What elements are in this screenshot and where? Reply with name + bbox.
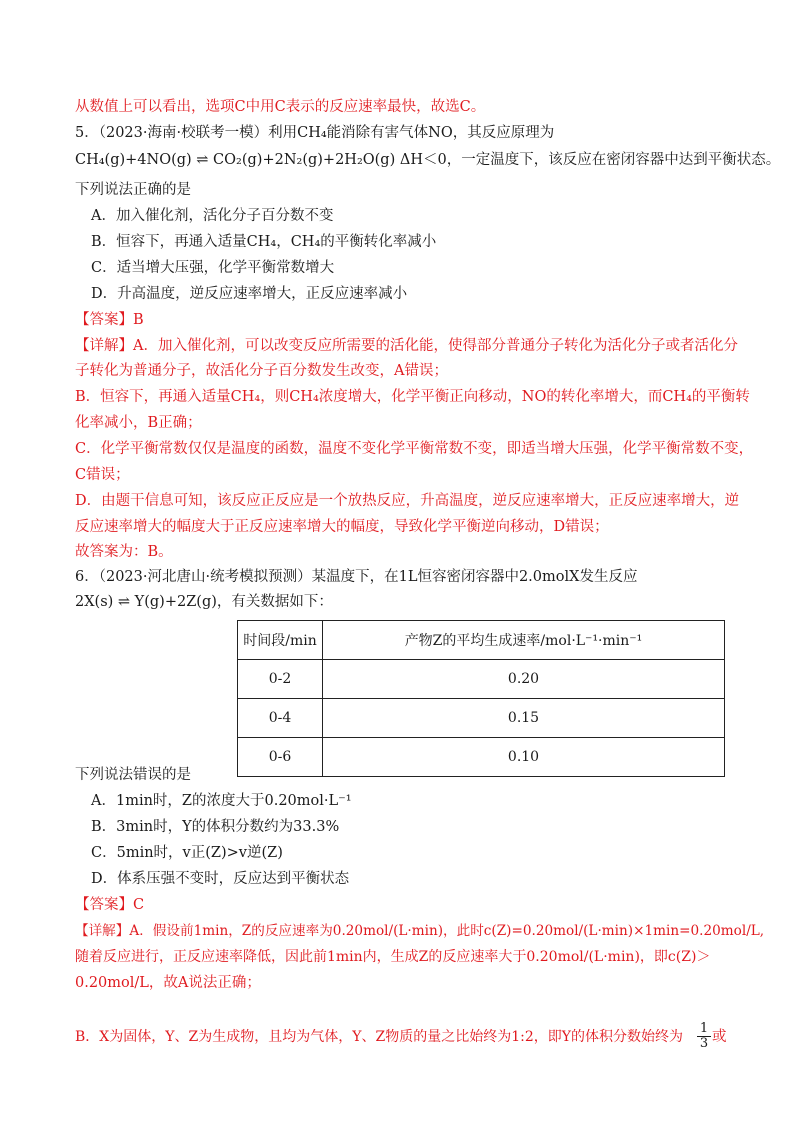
q6-option-b: B．3min时，Y的体积分数约为33.3%	[91, 819, 340, 835]
q5-option-c: C．适当增大压强，化学平衡常数增大	[91, 260, 335, 276]
q6-option-d: D．体系压强不变时，反应达到平衡状态	[91, 871, 350, 887]
table-cell: 0-2	[238, 660, 323, 699]
table-header-cell: 产物Z的平均生成速率/mol·L⁻¹·min⁻¹	[323, 621, 725, 660]
q5-analysis-line: C．化学平衡常数仅仅是温度的函数，温度不变化学平衡常数不变，即适当增大压强，化学平衡常数不变，	[75, 441, 754, 457]
q5-option-b: B．恒容下，再通入适量CH₄，CH₄的平衡转化率减小	[91, 234, 437, 250]
q6-answer: 【答案】C	[75, 897, 145, 913]
q5-heading: 5．（2023·海南·校联考一模）利用CH₄能消除有害气体NO，其反应原理为	[75, 125, 555, 141]
table-cell: 0.20	[323, 660, 725, 699]
previous-conclusion: 从数值上可以看出，选项C中用C表示的反应速率最快，故选C。	[75, 99, 486, 115]
table-header-cell: 时间段/min	[238, 621, 323, 660]
q5-analysis-line: 【详解】A．加入催化剂，可以改变反应所需要的活化能，使得部分普通分子转化为活化分子或者活化分	[75, 338, 738, 354]
q5-analysis-line: 化率减小，B正确；	[75, 415, 202, 431]
fraction-numerator: 1	[699, 1021, 709, 1036]
q5-analysis-line: B．恒容下，再通入适量CH₄，则CH₄浓度增大，化学平衡正向移动，NO的转化率增大，而CH₄的平衡转	[75, 389, 750, 405]
table-row	[238, 699, 725, 738]
table-cell: 0.15	[323, 699, 725, 738]
q6-prompt: 下列说法错误的是	[75, 767, 191, 783]
table-cell: 0-6	[238, 738, 323, 777]
q5-analysis-line: D．由题干信息可知，该反应正反应是一个放热反应，升高温度，逆反应速率增大，正反应速率增大，逆	[75, 493, 740, 509]
q6-analysis-line: 随着反应进行，正反应速率降低，因此前1min内，生成Z的反应速率大于0.20mol/(L·min)，即c(Z)＞	[75, 949, 711, 965]
q5-prompt: 下列说法正确的是	[75, 182, 191, 198]
fraction-one-third	[697, 1022, 711, 1051]
table-cell: 0.10	[323, 738, 725, 777]
q5-answer: 【答案】B	[75, 312, 144, 328]
q5-option-a: A．加入催化剂，活化分子百分数不变	[91, 208, 334, 224]
fraction-denominator: 3	[697, 1036, 711, 1051]
q5-analysis-line: C错误；	[75, 467, 130, 483]
table-header-row	[238, 621, 725, 660]
q6-analysis-continuation: 或	[712, 1029, 727, 1045]
q5-analysis-line: 故答案为：B。	[75, 544, 173, 560]
q5-option-d: D．升高温度，逆反应速率增大，正反应速率减小	[91, 286, 408, 302]
q6-heading: 6．（2023·河北唐山·统考模拟预测）某温度下，在1L恒容密闭容器中2.0molX发生反应	[75, 569, 638, 585]
q5-analysis-line: 反应速率增大的幅度大于正反应速率增大的幅度，导致化学平衡逆向移动，D错误；	[75, 519, 609, 535]
q6-analysis-line: 0.20mol/L，故A说法正确；	[75, 975, 261, 991]
q6-equation: 2X(s) ⇌ Y(g)+2Z(g)，有关数据如下：	[75, 594, 333, 610]
q6-option-a: A．1min时，Z的浓度大于0.20mol·L⁻¹	[91, 793, 352, 809]
table-row	[238, 660, 725, 699]
table-cell: 0-4	[238, 699, 323, 738]
q6-analysis-line: B．X为固体，Y、Z为生成物，且均为气体，Y、Z物质的量之比始终为1:2，即Y的体积分数始终为	[75, 1029, 683, 1045]
q5-analysis-line: 子转化为普通分子，故活化分子百分数发生改变，A错误；	[75, 363, 448, 379]
rate-data-table	[237, 620, 725, 777]
q6-analysis-line: 【详解】A．假设前1min，Z的反应速率为0.20mol/(L·min)，此时c(Z)=0.20mol/(L·min)×1min=0.20mol/L,	[75, 923, 765, 939]
q6-option-c: C．5min时，v正(Z)>v逆(Z)	[91, 845, 283, 861]
q5-equation: CH₄(g)+4NO(g) ⇌ CO₂(g)+2N₂(g)+2H₂O(g) ΔH＜0，一定温度下，该反应在密闭容器中达到平衡状态。	[75, 152, 781, 168]
